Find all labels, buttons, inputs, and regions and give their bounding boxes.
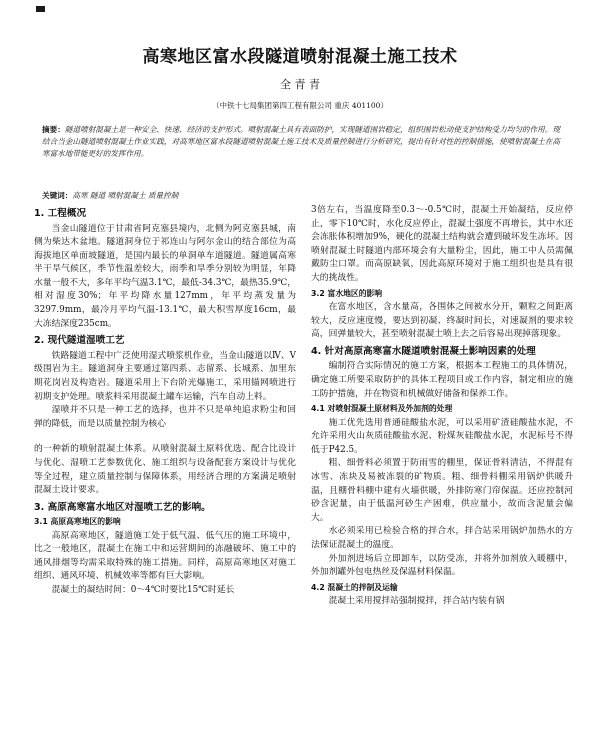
right-column: [311, 204, 573, 744]
abstract: [42, 124, 560, 161]
section-heading: 2. 现代隧道湿喷工艺: [34, 335, 125, 347]
section-heading: 1. 工程概况: [34, 208, 87, 219]
body-paragraph: 湿喷并不只是一种工艺的选择，也并不只是单纯追求粉尘和回弹的降低，而是以质量控制为核心: [34, 405, 296, 429]
keywords-text: 高寒 隧道 喷射混凝土 质量控制: [72, 191, 179, 200]
column-gap: [34, 431, 296, 443]
abstract-text: 隧道喷射混凝土是一种安全、快速、经济的支护形式。喷射混凝土具有表面防护，实现隧道围岩稳定，组织围岩松动使支护结构受力均匀的作用。现结合当金山隧道喷射混凝土作业实践，对高寒地区富水段隧道喷射混凝土施工技术及质量控制进行分析研究，提出有针对性的控制措施，使喷射混凝土在高寒富水地带能更好的发挥作用。: [42, 125, 560, 159]
keywords: [42, 190, 560, 201]
abstract-label: 摘要：: [42, 125, 65, 134]
body-paragraph: 高原高寒地区，隧道施工处于低气温、低气压的施工环境中，比之一般地区，混凝土在施工中和运营期间的冻融破坏、施工中的通风排烟等均需采取特殊的施工措施。同样，高原高寒地区对施工组织、通风环境、机械效率等都有巨大影响。: [34, 530, 296, 582]
paper-title: 高寒地区富水段隧道喷射混凝土施工技术: [142, 47, 458, 67]
body-paragraph: 水必须采用已检验合格的拌合水，拌合站采用锅炉加热水的方法保证混凝土的温度。: [311, 526, 573, 550]
corner-mark: [36, 6, 45, 12]
body-paragraph: 编制符合实际情况的施工方案，根据本工程施工的具体情况，确定施工所要采取防护的具体工程项目或工作内容，制定相应的施工防护措施，并在物资和机械做好储备和保养工作。: [311, 361, 573, 399]
body-paragraph: 外加剂进场后立即卸车，以防受冻，并将外加剂放入暖棚中，外加剂罐外包电热丝及保温材料保温。: [311, 553, 573, 578]
author-name: 全 青 青: [280, 78, 320, 91]
body-paragraph: 铁路隧道工程中广泛使用湿式喷浆机作业，当金山隧道以Ⅳ、Ⅴ级围岩为主。隧道洞身主要通过第四系、志留系、长城系、加里东期花岗岩及构造岩。隧道采用上下台阶光爆施工，采用锚网喷进行初期支护处理。喷浆料采用混凝土罐车运输，汽车自动上料。: [34, 350, 296, 402]
keywords-label: 关键词：: [42, 191, 73, 200]
body-paragraph: 在富水地区，含水量高，各围体之间被水分开，颗粒之间距离较大，反应速度慢，要达到初凝、终凝时间长，对速凝剂的要求较高，回弹量较大，甚至喷射混凝土喷上去之后容易出现掉落现象。: [311, 302, 573, 340]
subsection-heading: 4.1 对喷射混凝土原材料及外加剂的处理: [311, 404, 453, 414]
section-heading: 3. 高原高寒富水地区对湿喷工艺的影响。: [34, 501, 211, 513]
subsection-heading: 4.2 混凝土的拌制及运输: [311, 582, 398, 592]
affiliation: （中铁十七局集团第四工程有限公司 重庆 401100）: [212, 101, 388, 110]
body-paragraph: 3倍左右，当温度降至0.3～-0.5℃时，混凝土开始凝结，反应停止，零下10℃时，水化反应停止，混凝土强度不再增长，其中水还会冻胀体积增加9%，硬化的混凝土结构就会遭到破坏发生冻坏。因喷射混凝土时隧道内部环境会有大量粉尘，因此，施工中人员需佩戴防尘口罩。而高原缺氧，因此高原环境对于施工组织也是具有很大的挑战性。: [311, 205, 573, 283]
body-paragraph: 混凝土的凝结时间：0～4℃时要比15℃时延长: [51, 585, 235, 596]
subsection-heading: 3.2 富水地区的影响: [311, 288, 383, 298]
body-paragraph: 的一种新的喷射混凝土体系。从喷射混凝土原料优选、配合比设计与优化、湿喷工艺参数优化、施工组织与设备配套方案设计与优化等全过程，建立质量控制与保障体系，用经济合理的方案满足喷射混凝土设计要求。: [34, 444, 296, 496]
body-paragraph: 施工优先选用普通硅酸盐水泥，可以采用矿渣硅酸盐水泥，不允许采用火山灰质硅酸盐水泥、粉煤灰硅酸盐水泥，水泥标号不得低于P42.5。: [311, 417, 573, 455]
body-paragraph: 粗、细骨料必须置于防雨雪的棚里，保证骨料清洁，不得混有冰雪、冻块及易被冻裂的矿物质。粗、细骨料棚采用锅炉供暖升温，且棚骨料棚中建有火墙供暖，外排防寒门帘保温。还应控制河砂含泥量，由于低温河砂生产困难，供应量小，故而含泥量会偏大。: [311, 458, 573, 523]
section-heading: 4. 针对高原高寒富水隧道喷射混凝土影响因素的处理: [311, 345, 536, 357]
body-paragraph: 混凝土采用搅拌站强制搅拌，拌合站内装有锅: [328, 596, 505, 607]
left-column: [34, 204, 296, 744]
body-paragraph: 当金山隧道位于甘肃省阿克塞县境内，北侧为阿克塞县城，南侧为柴达木盆地。隧道洞身位于祁连山与阿尔金山的结合部位为高海拔地区单面坡隧道，是国内最长的单洞单车道隧道。隧道属高寒半干旱气候区，季节性温差较大，雨季和旱季分别较为明显，年降水量一般不大，多年平均气温3.1℃，最低-34.3℃，最热35.9℃，相对湿度30%；年平均降水量127mm，年平均蒸发量为3297.9mm，最冷月平均气温-13.1℃，最大积雪厚度16cm，最大冻结深度235cm。: [34, 223, 296, 329]
subsection-heading: 3.1 高原高寒地区的影响: [34, 517, 121, 527]
